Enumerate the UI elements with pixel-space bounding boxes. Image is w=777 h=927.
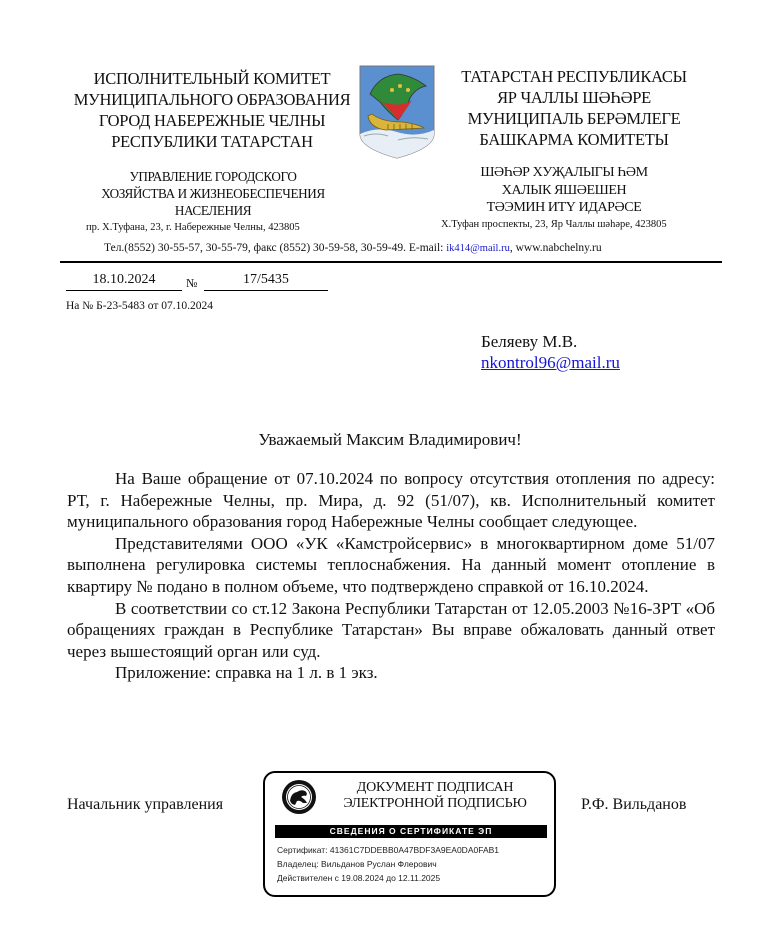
signatory-position: Начальник управления xyxy=(67,796,224,813)
addressee-name: Беляеву М.В. xyxy=(481,332,578,351)
addressee-email-link[interactable]: nkontrol96@mail.ru xyxy=(481,353,620,372)
right-org-line: ЯР ЧАЛЛЫ ШӘҺӘРЕ xyxy=(497,88,651,107)
certificate-owner: Владелец: Вильданов Руслан Флерович xyxy=(277,859,437,869)
contact-website: , www.nabchelny.ru xyxy=(509,242,602,254)
stamp-title-line: ДОКУМЕНТ ПОДПИСАН xyxy=(356,780,514,795)
body-paragraph: На Ваше обращение от 07.10.2024 по вопросу отсутствия отопления по адресу: РТ, г. Набережные Челны, пр. Мира, д. 92 (51/07), кв. Исполнительный комитет муниципального образования город Набережные Челны сообщает следующее. xyxy=(67,469,715,532)
number-sign: № xyxy=(186,276,198,290)
right-org-line: ТАТАРСТАН РЕСПУБЛИКАСЫ xyxy=(461,67,687,86)
coat-of-arms-icon xyxy=(358,64,436,160)
left-org-line: МУНИЦИПАЛЬНОГО ОБРАЗОВАНИЯ xyxy=(73,90,351,109)
signatory-name: Р.Ф. Вильданов xyxy=(581,796,687,813)
contact-phones: Тел.(8552) 30-55-57, 30-55-79, факс (8552) 30-59-58, 30-59-49. E-mail: xyxy=(104,242,447,254)
right-department-name xyxy=(446,164,682,217)
outgoing-date: 18.10.2024 xyxy=(66,272,182,291)
contact-line xyxy=(104,242,602,254)
contact-email-link[interactable]: ik414@mail.ru xyxy=(446,243,510,254)
left-dept-line: УПРАВЛЕНИЕ ГОРОДСКОГО xyxy=(129,169,297,184)
stamp-title-line: ЭЛЕКТРОННОЙ ПОДПИСЬЮ xyxy=(343,796,527,811)
left-dept-line: ХОЗЯЙСТВА И ЖИЗНЕОБЕСПЕЧЕНИЯ xyxy=(101,186,325,201)
header-divider xyxy=(60,261,722,263)
left-org-line: РЕСПУБЛИКИ ТАТАРСТАН xyxy=(111,132,313,151)
electronic-signature-stamp xyxy=(263,771,556,897)
right-org-line: БАШКАРМА КОМИТЕТЫ xyxy=(479,130,669,149)
addressee-block xyxy=(481,331,620,373)
body-paragraph: Представителями ООО «УК «Камстройсервис» в многоквартирном доме 51/07 выполнена регулировка системы теплоснабжения. На данный момент отопление в квартиру № подано в полном объеме, что подтверждено справкой от 16.10.2024. xyxy=(67,533,715,596)
left-address: пр. Х.Туфана, 23, г. Набережные Челны, 423805 xyxy=(86,222,300,233)
body-paragraph: Приложение: справка на 1 л. в 1 экз. xyxy=(115,663,378,683)
certificate-validity: Действителен с 19.08.2024 до 12.11.2025 xyxy=(277,873,441,883)
letter-body xyxy=(67,468,715,684)
left-dept-line: НАСЕЛЕНИЯ xyxy=(174,203,252,218)
right-org-line: МУНИЦИПАЛЬ БЕРӘМЛЕГЕ xyxy=(467,109,681,128)
body-paragraph: В соответствии со ст.12 Закона Республики Татарстан от 12.05.2003 №16-ЗРТ «Об обращениях граждан в Республике Татарстан» Вы вправе обжаловать данный ответ через вышестоящий орган или суд. xyxy=(67,598,715,661)
greeting: Уважаемый Максим Владимирович! xyxy=(258,430,522,449)
left-department-name xyxy=(78,168,348,219)
left-org-line: ГОРОД НАБЕРЕЖНЫЕ ЧЕЛНЫ xyxy=(98,111,326,130)
certificate-info-bar: СВЕДЕНИЯ О СЕРТИФИКАТЕ ЭП xyxy=(275,825,547,838)
right-dept-line: ХАЛЫК ЯШӘЕШЕН xyxy=(501,182,627,198)
left-organization-name xyxy=(62,68,362,152)
outgoing-number: 17/5435 xyxy=(204,272,328,291)
stamp-title xyxy=(325,780,545,812)
reference-number: На № Б-23-5483 от 07.10.2024 xyxy=(66,300,214,312)
tatarstan-emblem-icon xyxy=(281,779,317,815)
right-address: Х.Туфан проспекты, 23, Яр Чаллы шәһәре, 423805 xyxy=(441,219,667,230)
right-dept-line: ТӘЭМИН ИТҮ ИДАРӘСЕ xyxy=(486,200,642,215)
right-organization-name xyxy=(440,66,708,150)
right-dept-line: ШӘҺӘР ХУҖАЛЫГЫ ҺӘМ xyxy=(480,165,648,180)
certificate-serial: Сертификат: 41361C7DDEBB0A47BDF3A9EA0DA0FAB1 xyxy=(277,845,500,855)
left-org-line: ИСПОЛНИТЕЛЬНЫЙ КОМИТЕТ xyxy=(93,69,331,88)
